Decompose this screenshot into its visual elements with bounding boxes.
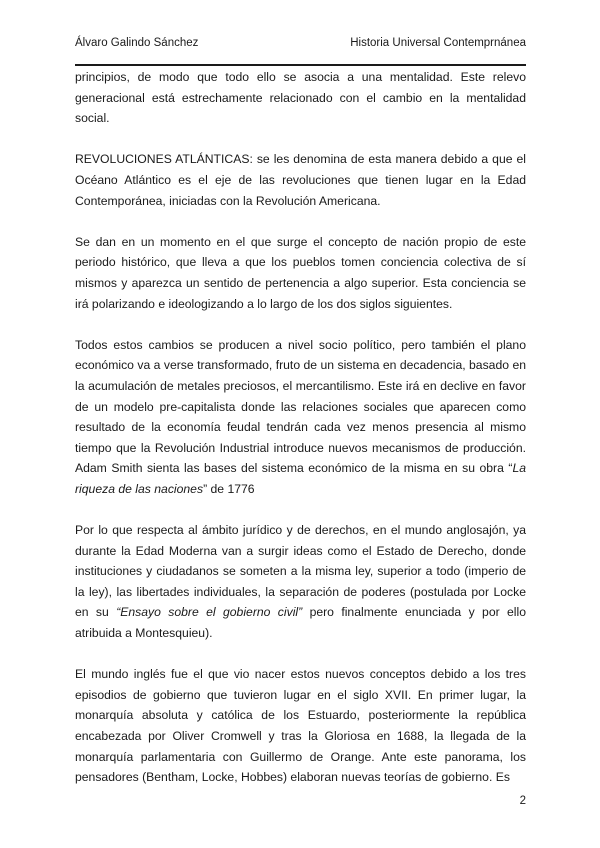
paragraph-5-end: pero finalmente enunciada y por ello atribuida a Montesquieu). bbox=[75, 605, 527, 641]
page-header bbox=[75, 37, 526, 49]
header-rule bbox=[75, 64, 526, 66]
paragraph-5-text: Por lo que respecta al ámbito jurídico y de derechos, en el mundo anglosajón, ya durante la Edad Moderna van a surgir ideas como el Estado de Derecho, donde instituciones y ciudadanos se someten a la misma ley, superior a todo (imperio de la ley), las libertades individuales, la separación de poderes (postulada por Locke en su bbox=[75, 523, 526, 620]
book-title-riqueza: La riqueza de las naciones bbox=[75, 461, 526, 496]
paragraph-4-end: ” de 1776 bbox=[203, 481, 255, 496]
paragraph-4-text: Todos estos cambios se producen a nivel socio político, pero también el plano económico va a verse transformado, fruto de un sistema en decadencia, basado en la acumulación de metales preciosos, el mercantilismo. Este irá en declive en favor de un modelo pre-capitalista donde las relaciones sociales que aparecen como resultado de la economía feudal tendrán cada vez menos presencia al mismo tiempo que la Revolución Industrial introduce nuevos mecanismos de producción. Adam Smith sienta las bases del sistema económico de la misma en su obra “ bbox=[75, 337, 526, 476]
paragraph-2: REVOLUCIONES ATLÁNTICAS: se les denomina de esta manera debido a que el Océano Atlántico es el eje de las revoluciones que tienen lugar en la Edad Contemporánea, iniciadas con la Revolución Americana. bbox=[75, 152, 526, 208]
header-course: Historia Universal Contemprnánea bbox=[350, 37, 526, 49]
paragraph-5 bbox=[75, 520, 526, 644]
document-body bbox=[75, 67, 526, 808]
paragraph-4 bbox=[75, 335, 526, 500]
book-title-ensayo: “Ensayo sobre el gobierno civil” bbox=[116, 605, 303, 620]
header-author: Álvaro Galindo Sánchez bbox=[75, 37, 199, 49]
paragraph-3: Se dan en un momento en el que surge el concepto de nación propio de este periodo histórico, que lleva a que los pueblos tomen conciencia colectiva de sí mismos y aparezca un sentido de pertenencia a algo superior. Esta conciencia se irá polarizando e ideologizando a lo largo de los dos siglos siguientes. bbox=[75, 234, 526, 311]
page-number: 2 bbox=[519, 795, 526, 807]
paragraph-1: principios, de modo que todo ello se asocia a una mentalidad. Este relevo generacional está estrechamente relacionado con el cambio en la mentalidad social. bbox=[75, 70, 526, 126]
paragraph-6: El mundo inglés fue el que vio nacer estos nuevos conceptos debido a los tres episodios de gobierno que tuvieron lugar en el siglo XVII. En primer lugar, la monarquía absoluta y católica de los Estuardo, posteriormente la república encabezada por Oliver Cromwell y tras la Gloriosa en 1688, la llegada de la monarquía parlamentaria con Guillermo de Orange. Ante este panorama, los pensadores (Bentham, Locke, Hobbes) elaboran nuevas teorías de gobierno. Es bbox=[75, 667, 526, 785]
